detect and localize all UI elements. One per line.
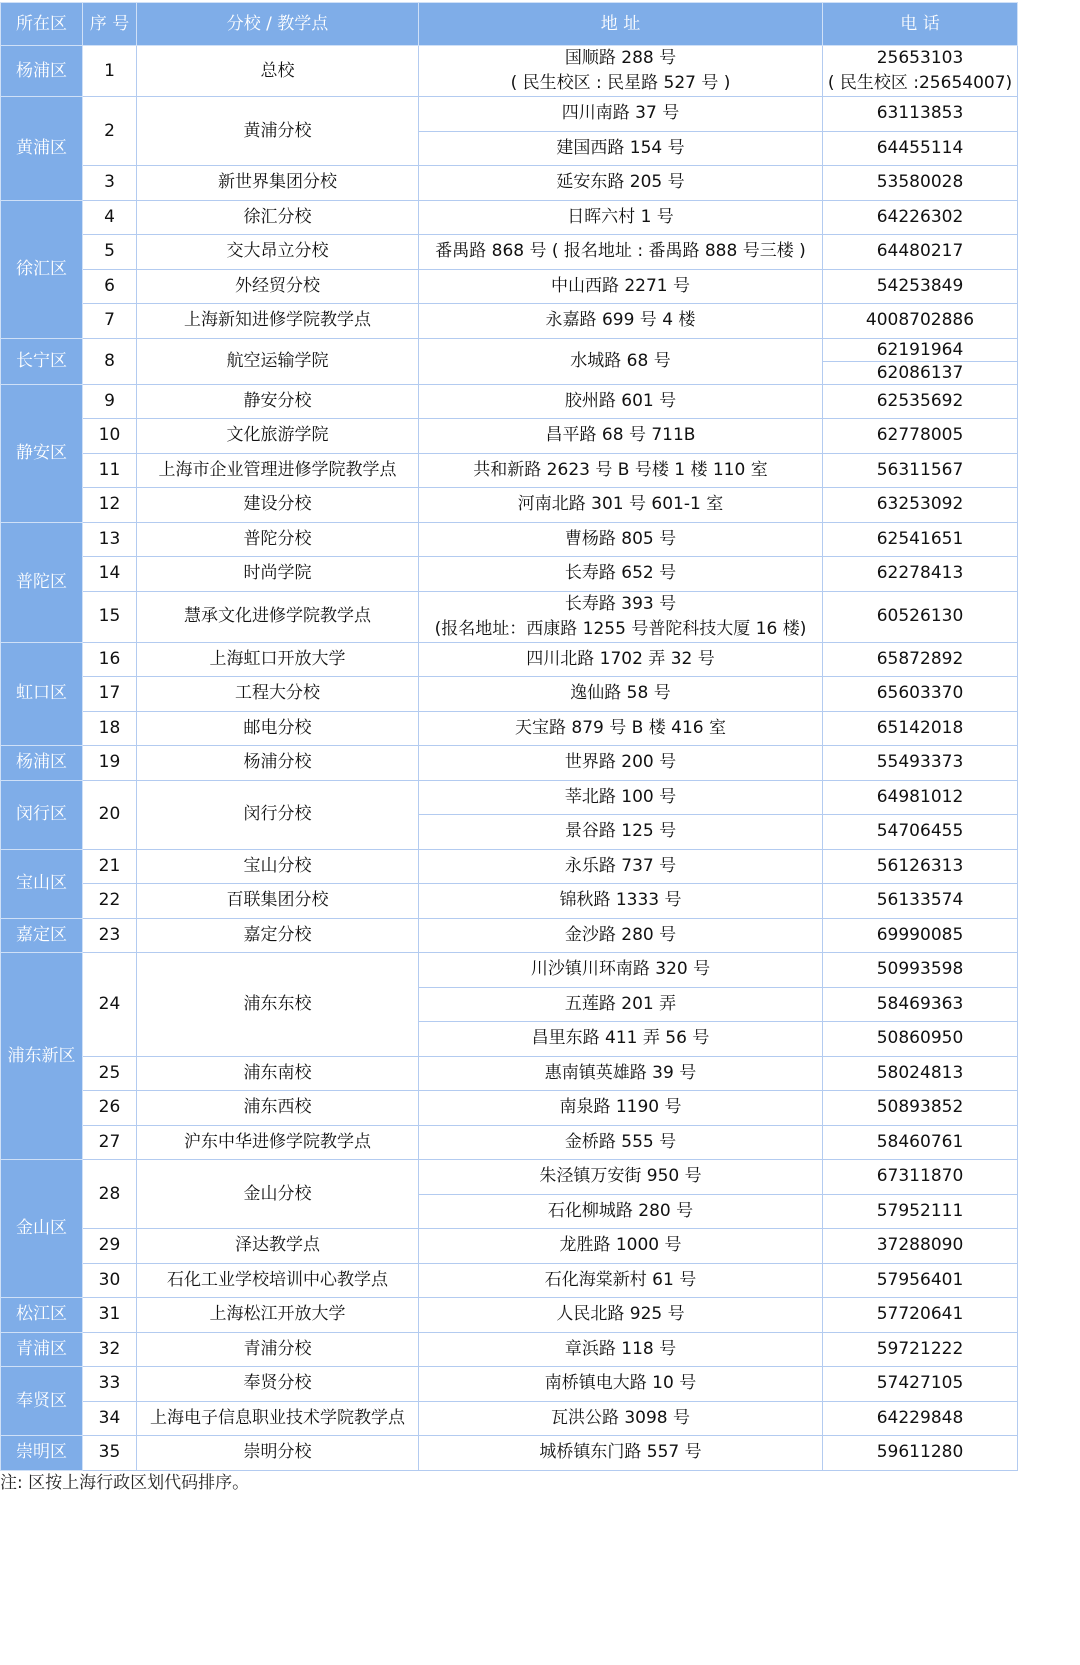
address-cell: 永乐路 737 号 bbox=[419, 849, 823, 884]
table-row bbox=[1, 384, 1018, 419]
number-cell: 33 bbox=[83, 1367, 137, 1402]
school-cell: 航空运输学院 bbox=[137, 338, 419, 384]
number-cell: 35 bbox=[83, 1436, 137, 1471]
number-cell: 24 bbox=[83, 953, 137, 1057]
table-row bbox=[1, 953, 1018, 988]
school-cell: 上海松江开放大学 bbox=[137, 1298, 419, 1333]
phone-number: 62191964 bbox=[876, 339, 964, 360]
school-cell: 慧承文化进修学院教学点 bbox=[137, 591, 419, 642]
phone-cell: 69990085 bbox=[823, 918, 1018, 953]
address-cell: 金桥路 555 号 bbox=[419, 1125, 823, 1160]
number-cell: 14 bbox=[83, 557, 137, 592]
number-cell: 29 bbox=[83, 1229, 137, 1264]
phone-number: 62086137 bbox=[823, 361, 1017, 384]
address-cell: 章浜路 118 号 bbox=[419, 1332, 823, 1367]
address-cell: 共和新路 2623 号 B 号楼 1 楼 110 室 bbox=[419, 453, 823, 488]
address-cell: 长寿路 652 号 bbox=[419, 557, 823, 592]
school-cell: 总校 bbox=[137, 46, 419, 97]
phone-cell: 64229848 bbox=[823, 1401, 1018, 1436]
school-cell: 闵行分校 bbox=[137, 780, 419, 849]
number-cell: 4 bbox=[83, 200, 137, 235]
phone-cell: 57427105 bbox=[823, 1367, 1018, 1402]
number-cell: 3 bbox=[83, 166, 137, 201]
footnote: 注: 区按上海行政区划代码排序。 bbox=[0, 1473, 250, 1493]
number-cell: 28 bbox=[83, 1160, 137, 1229]
school-cell: 新世界集团分校 bbox=[137, 166, 419, 201]
header-district: 所在区 bbox=[1, 3, 83, 46]
number-cell: 6 bbox=[83, 269, 137, 304]
table-row bbox=[1, 46, 1018, 97]
address-cell: 永嘉路 699 号 4 楼 bbox=[419, 304, 823, 339]
address-cell: 建国西路 154 号 bbox=[419, 131, 823, 166]
phone-cell: 62541651 bbox=[823, 522, 1018, 557]
table-row bbox=[1, 1056, 1018, 1091]
address-cell: 河南北路 301 号 601-1 室 bbox=[419, 488, 823, 523]
table-row bbox=[1, 780, 1018, 815]
table-row bbox=[1, 97, 1018, 132]
phone-cell: 58469363 bbox=[823, 987, 1018, 1022]
phone-cell: 56311567 bbox=[823, 453, 1018, 488]
number-cell: 1 bbox=[83, 46, 137, 97]
district-cell: 静安区 bbox=[1, 384, 83, 522]
table-row bbox=[1, 269, 1018, 304]
table-row bbox=[1, 1367, 1018, 1402]
address-cell: 景谷路 125 号 bbox=[419, 815, 823, 850]
number-cell: 13 bbox=[83, 522, 137, 557]
address-cell: 逸仙路 58 号 bbox=[419, 677, 823, 712]
number-cell: 8 bbox=[83, 338, 137, 384]
phone-cell: 67311870 bbox=[823, 1160, 1018, 1195]
phone-cell: 64226302 bbox=[823, 200, 1018, 235]
number-cell: 9 bbox=[83, 384, 137, 419]
district-cell: 闵行区 bbox=[1, 780, 83, 849]
number-cell: 21 bbox=[83, 849, 137, 884]
address-cell: 金沙路 280 号 bbox=[419, 918, 823, 953]
table-row bbox=[1, 1401, 1018, 1436]
school-cell: 沪东中华进修学院教学点 bbox=[137, 1125, 419, 1160]
number-cell: 17 bbox=[83, 677, 137, 712]
table-row bbox=[1, 849, 1018, 884]
phone-cell: 55493373 bbox=[823, 746, 1018, 781]
address-cell: 石化海棠新村 61 号 bbox=[419, 1263, 823, 1298]
address-cell: 南桥镇电大路 10 号 bbox=[419, 1367, 823, 1402]
table-row bbox=[1, 746, 1018, 781]
phone-cell: 59611280 bbox=[823, 1436, 1018, 1471]
school-cell: 黄浦分校 bbox=[137, 97, 419, 166]
address-cell: 四川南路 37 号 bbox=[419, 97, 823, 132]
school-cell: 泽达教学点 bbox=[137, 1229, 419, 1264]
table-row bbox=[1, 166, 1018, 201]
school-cell: 建设分校 bbox=[137, 488, 419, 523]
header-row bbox=[1, 3, 1018, 46]
phone-cell: 58460761 bbox=[823, 1125, 1018, 1160]
table-row bbox=[1, 591, 1018, 642]
address-cell: 国顺路 288 号 ( 民生校区 : 民星路 527 号 ) bbox=[419, 46, 823, 97]
table-row bbox=[1, 884, 1018, 919]
phone-cell: 56133574 bbox=[823, 884, 1018, 919]
header-number: 序 号 bbox=[83, 3, 137, 46]
table-row bbox=[1, 453, 1018, 488]
phone-cell: 54253849 bbox=[823, 269, 1018, 304]
school-cell: 浦东东校 bbox=[137, 953, 419, 1057]
table-row bbox=[1, 918, 1018, 953]
phone-cell: 57956401 bbox=[823, 1263, 1018, 1298]
table-row bbox=[1, 419, 1018, 454]
number-cell: 15 bbox=[83, 591, 137, 642]
district-cell: 嘉定区 bbox=[1, 918, 83, 953]
address-cell: 人民北路 925 号 bbox=[419, 1298, 823, 1333]
table-row bbox=[1, 711, 1018, 746]
phone-cell: 58024813 bbox=[823, 1056, 1018, 1091]
number-cell: 32 bbox=[83, 1332, 137, 1367]
district-cell: 杨浦区 bbox=[1, 46, 83, 97]
number-cell: 31 bbox=[83, 1298, 137, 1333]
school-cell: 崇明分校 bbox=[137, 1436, 419, 1471]
phone-cell: 62535692 bbox=[823, 384, 1018, 419]
address-cell: 昌里东路 411 弄 56 号 bbox=[419, 1022, 823, 1057]
district-cell: 黄浦区 bbox=[1, 97, 83, 201]
phone-cell: 50993598 bbox=[823, 953, 1018, 988]
school-cell: 静安分校 bbox=[137, 384, 419, 419]
number-cell: 20 bbox=[83, 780, 137, 849]
district-cell: 奉贤区 bbox=[1, 1367, 83, 1436]
number-cell: 11 bbox=[83, 453, 137, 488]
phone-cell: 53580028 bbox=[823, 166, 1018, 201]
table-row bbox=[1, 1229, 1018, 1264]
school-cell: 上海新知进修学院教学点 bbox=[137, 304, 419, 339]
address-cell: 南泉路 1190 号 bbox=[419, 1091, 823, 1126]
phone-cell: 25653103 ( 民生校区 :25654007) bbox=[823, 46, 1018, 97]
school-cell: 徐汇分校 bbox=[137, 200, 419, 235]
phone-cell: 64981012 bbox=[823, 780, 1018, 815]
number-cell: 30 bbox=[83, 1263, 137, 1298]
district-cell: 杨浦区 bbox=[1, 746, 83, 781]
table-row bbox=[1, 557, 1018, 592]
school-cell: 嘉定分校 bbox=[137, 918, 419, 953]
address-cell: 龙胜路 1000 号 bbox=[419, 1229, 823, 1264]
header-phone: 电 话 bbox=[823, 3, 1018, 46]
table-row bbox=[1, 677, 1018, 712]
address-cell: 昌平路 68 号 711B bbox=[419, 419, 823, 454]
address-cell: 锦秋路 1333 号 bbox=[419, 884, 823, 919]
number-cell: 23 bbox=[83, 918, 137, 953]
phone-cell: 64480217 bbox=[823, 235, 1018, 270]
number-cell: 12 bbox=[83, 488, 137, 523]
phone-cell: 57720641 bbox=[823, 1298, 1018, 1333]
school-cell: 浦东西校 bbox=[137, 1091, 419, 1126]
phone-cell: 62278413 bbox=[823, 557, 1018, 592]
address-cell: 惠南镇英雄路 39 号 bbox=[419, 1056, 823, 1091]
school-cell: 上海电子信息职业技术学院教学点 bbox=[137, 1401, 419, 1436]
table-row bbox=[1, 304, 1018, 339]
school-cell: 上海虹口开放大学 bbox=[137, 642, 419, 677]
school-cell: 文化旅游学院 bbox=[137, 419, 419, 454]
school-cell: 奉贤分校 bbox=[137, 1367, 419, 1402]
district-cell: 长宁区 bbox=[1, 338, 83, 384]
district-cell: 松江区 bbox=[1, 1298, 83, 1333]
address-cell: 五莲路 201 弄 bbox=[419, 987, 823, 1022]
school-cell: 宝山分校 bbox=[137, 849, 419, 884]
table-row bbox=[1, 200, 1018, 235]
address-cell: 世界路 200 号 bbox=[419, 746, 823, 781]
phone-cell: 65603370 bbox=[823, 677, 1018, 712]
district-cell: 普陀区 bbox=[1, 522, 83, 642]
number-cell: 25 bbox=[83, 1056, 137, 1091]
address-cell: 城桥镇东门路 557 号 bbox=[419, 1436, 823, 1471]
school-cell: 交大昂立分校 bbox=[137, 235, 419, 270]
address-cell: 川沙镇川环南路 320 号 bbox=[419, 953, 823, 988]
number-cell: 19 bbox=[83, 746, 137, 781]
table-row bbox=[1, 235, 1018, 270]
district-cell: 虹口区 bbox=[1, 642, 83, 746]
table-row bbox=[1, 1091, 1018, 1126]
phone-cell: 62778005 bbox=[823, 419, 1018, 454]
number-cell: 16 bbox=[83, 642, 137, 677]
header-school: 分校 / 教学点 bbox=[137, 3, 419, 46]
phone-cell: 59721222 bbox=[823, 1332, 1018, 1367]
school-cell: 外经贸分校 bbox=[137, 269, 419, 304]
table-row bbox=[1, 1263, 1018, 1298]
school-cell: 工程大分校 bbox=[137, 677, 419, 712]
address-cell: 四川北路 1702 弄 32 号 bbox=[419, 642, 823, 677]
number-cell: 7 bbox=[83, 304, 137, 339]
table-row bbox=[1, 522, 1018, 557]
table-row bbox=[1, 642, 1018, 677]
address-cell: 天宝路 879 号 B 楼 416 室 bbox=[419, 711, 823, 746]
table-row bbox=[1, 338, 1018, 384]
address-cell: 朱泾镇万安街 950 号 bbox=[419, 1160, 823, 1195]
number-cell: 2 bbox=[83, 97, 137, 166]
phone-cell: 50860950 bbox=[823, 1022, 1018, 1057]
address-cell: 中山西路 2271 号 bbox=[419, 269, 823, 304]
address-cell: 番禺路 868 号 ( 报名地址 : 番禺路 888 号三楼 ) bbox=[419, 235, 823, 270]
phone-cell: 64455114 bbox=[823, 131, 1018, 166]
school-cell: 石化工业学校培训中心教学点 bbox=[137, 1263, 419, 1298]
district-cell: 浦东新区 bbox=[1, 953, 83, 1160]
school-cell: 青浦分校 bbox=[137, 1332, 419, 1367]
district-cell: 青浦区 bbox=[1, 1332, 83, 1367]
school-cell: 上海市企业管理进修学院教学点 bbox=[137, 453, 419, 488]
table-body bbox=[1, 46, 1018, 1471]
phone-cell: 56126313 bbox=[823, 849, 1018, 884]
table-row bbox=[1, 1298, 1018, 1333]
address-cell: 日晖六村 1 号 bbox=[419, 200, 823, 235]
school-cell: 杨浦分校 bbox=[137, 746, 419, 781]
table-row bbox=[1, 488, 1018, 523]
address-cell: 延安东路 205 号 bbox=[419, 166, 823, 201]
phone-cell: 50893852 bbox=[823, 1091, 1018, 1126]
phone-cell: 37288090 bbox=[823, 1229, 1018, 1264]
phone-cell bbox=[823, 338, 1018, 384]
address-cell: 莘北路 100 号 bbox=[419, 780, 823, 815]
phone-cell: 54706455 bbox=[823, 815, 1018, 850]
table-row bbox=[1, 1332, 1018, 1367]
address-cell: 瓦洪公路 3098 号 bbox=[419, 1401, 823, 1436]
address-cell: 曹杨路 805 号 bbox=[419, 522, 823, 557]
phone-cell: 65142018 bbox=[823, 711, 1018, 746]
district-cell: 金山区 bbox=[1, 1160, 83, 1298]
phone-cell: 57952111 bbox=[823, 1194, 1018, 1229]
school-cell: 百联集团分校 bbox=[137, 884, 419, 919]
number-cell: 18 bbox=[83, 711, 137, 746]
address-cell: 长寿路 393 号 (报名地址：西康路 1255 号普陀科技大厦 16 楼) bbox=[419, 591, 823, 642]
number-cell: 27 bbox=[83, 1125, 137, 1160]
phone-cell: 4008702886 bbox=[823, 304, 1018, 339]
table-row bbox=[1, 1160, 1018, 1195]
table-row bbox=[1, 1436, 1018, 1471]
school-cell: 普陀分校 bbox=[137, 522, 419, 557]
district-cell: 徐汇区 bbox=[1, 200, 83, 338]
number-cell: 5 bbox=[83, 235, 137, 270]
school-cell: 浦东南校 bbox=[137, 1056, 419, 1091]
school-cell: 时尚学院 bbox=[137, 557, 419, 592]
address-cell: 水城路 68 号 bbox=[419, 338, 823, 384]
header-address: 地 址 bbox=[419, 3, 823, 46]
school-cell: 邮电分校 bbox=[137, 711, 419, 746]
phone-cell: 63113853 bbox=[823, 97, 1018, 132]
phone-cell: 63253092 bbox=[823, 488, 1018, 523]
school-cell: 金山分校 bbox=[137, 1160, 419, 1229]
phone-cell: 60526130 bbox=[823, 591, 1018, 642]
address-cell: 石化柳城路 280 号 bbox=[419, 1194, 823, 1229]
number-cell: 22 bbox=[83, 884, 137, 919]
number-cell: 26 bbox=[83, 1091, 137, 1126]
address-cell: 胶州路 601 号 bbox=[419, 384, 823, 419]
phone-cell: 65872892 bbox=[823, 642, 1018, 677]
district-cell: 崇明区 bbox=[1, 1436, 83, 1471]
school-directory-table bbox=[0, 2, 1018, 1471]
number-cell: 10 bbox=[83, 419, 137, 454]
table-row bbox=[1, 1125, 1018, 1160]
number-cell: 34 bbox=[83, 1401, 137, 1436]
district-cell: 宝山区 bbox=[1, 849, 83, 918]
